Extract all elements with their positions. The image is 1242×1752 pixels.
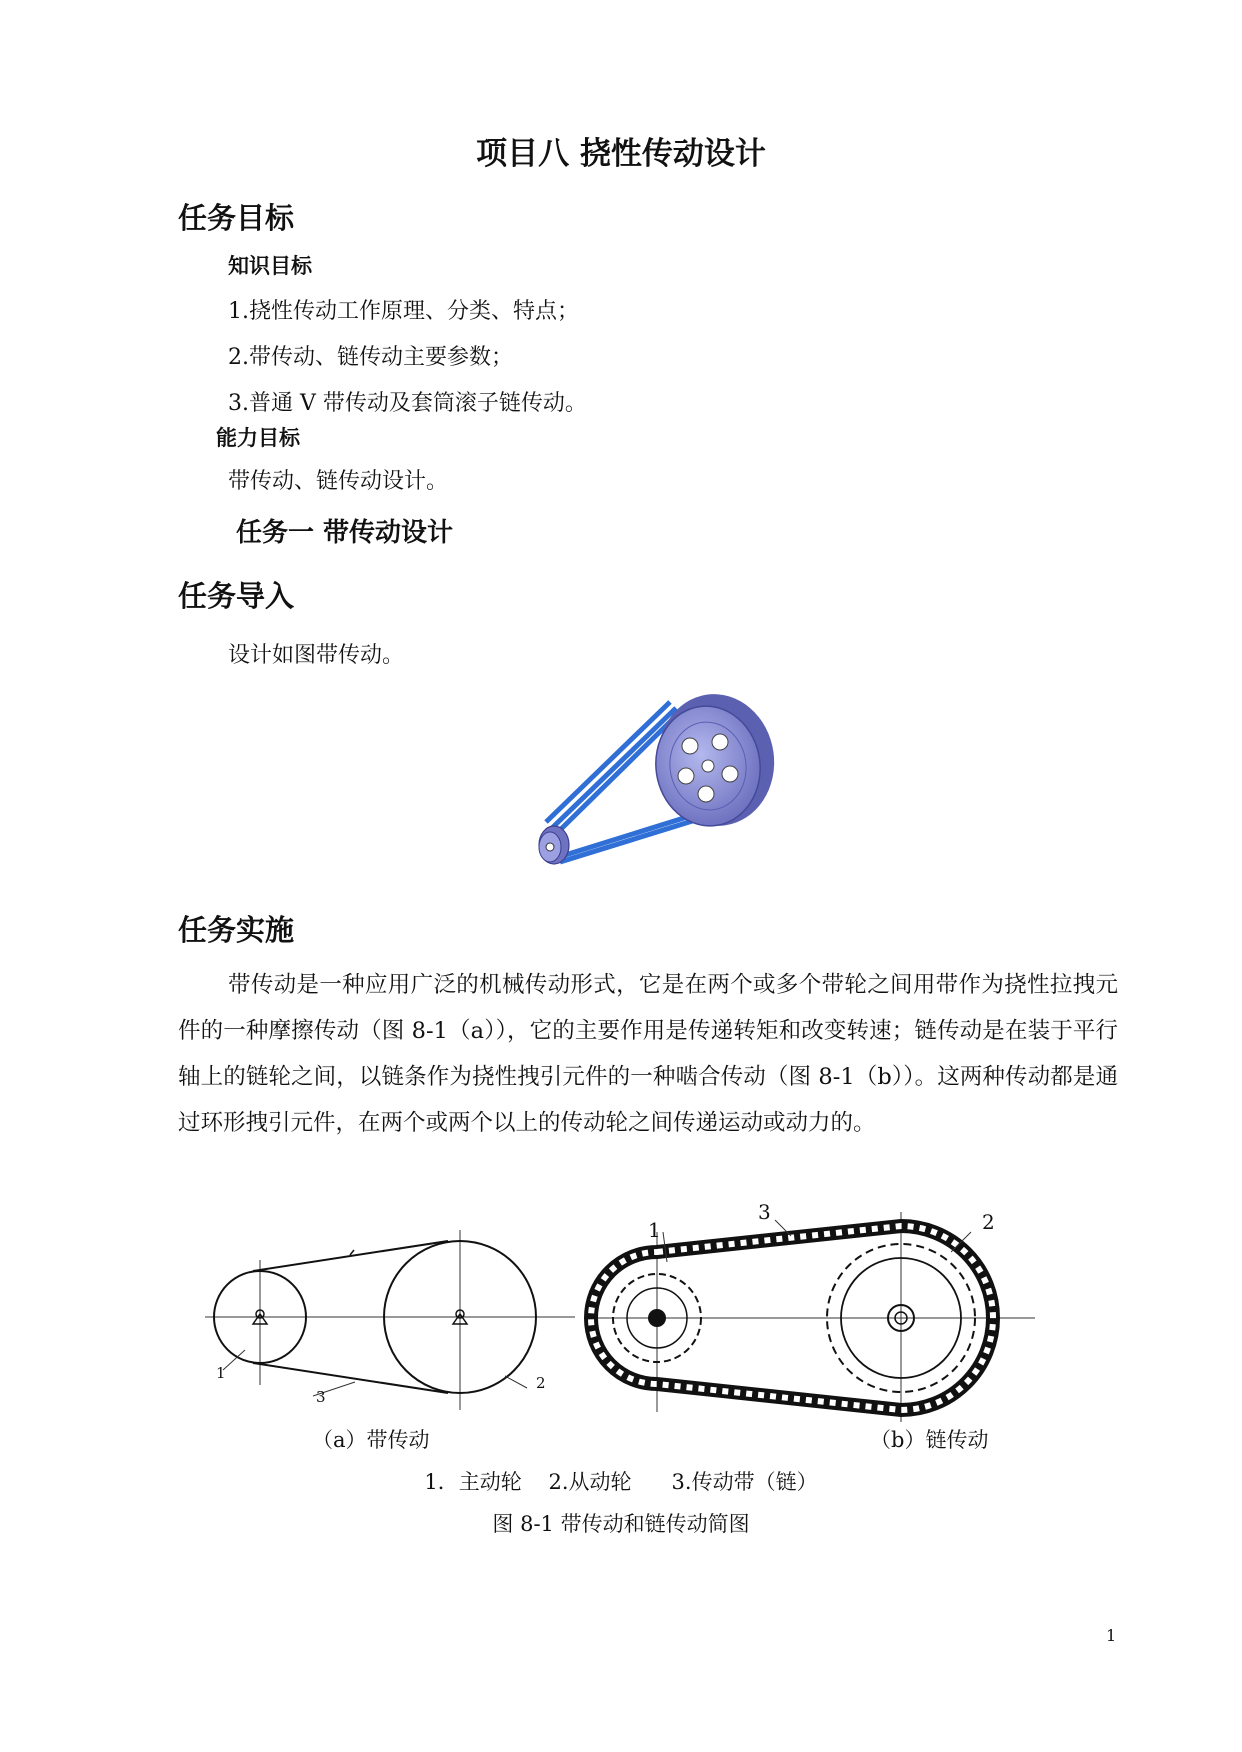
caption-belt-drive: （a）带传动 <box>312 1428 430 1452</box>
caption-chain-drive: （b）链传动 <box>870 1428 989 1452</box>
implementation-paragraph <box>178 962 1118 1146</box>
knowledge-item-3: 3.普通 V 带传动及套筒滚子链传动。 <box>228 391 587 416</box>
chain-drive-schematic <box>595 1212 1045 1422</box>
heading-task-implementation: 任务实施 <box>178 913 295 947</box>
document-title: 项目八 挠性传动设计 <box>476 136 766 172</box>
chain-label-3: 3 <box>758 1200 771 1224</box>
belt-label-3: 3 <box>316 1388 326 1406</box>
belt-drive-3d-image <box>520 690 790 870</box>
belt-label-2: 2 <box>536 1374 546 1392</box>
knowledge-item-2: 2.带传动、链传动主要参数； <box>228 345 513 370</box>
belt-drive-schematic <box>205 1210 585 1410</box>
belt-label-1: 1 <box>216 1364 226 1382</box>
page-number: 1 <box>1106 1626 1117 1645</box>
chain-label-2: 2 <box>982 1210 995 1234</box>
chain-label-1: 1 <box>648 1218 661 1242</box>
heading-task-introduction: 任务导入 <box>178 579 295 613</box>
implementation-paragraph-text: 带传动是一种应用广泛的机械传动形式，它是在两个或多个带轮之间用带作为挠性拉拽元件的一种摩擦传动（图 8-1（a）），它的主要作用是传递转矩和改变转速；链传动是在装于平行轴上的链轮之间，以链条作为挠性拽引元件的一种啮合传动（图 8-1（b））。这两种传动都是通过环形拽引元件，在两个或两个以上的传动轮之间传递运动或动力的。 <box>178 972 1118 1136</box>
heading-ability-objectives: 能力目标 <box>216 426 300 450</box>
figure-caption: 图 8-1 带传动和链传动简图 <box>492 1512 750 1536</box>
task-one-title: 任务一 带传动设计 <box>236 518 454 548</box>
knowledge-item-1: 1.挠性传动工作原理、分类、特点； <box>228 299 579 324</box>
heading-knowledge-objectives: 知识目标 <box>228 254 312 278</box>
heading-task-objectives: 任务目标 <box>178 201 295 235</box>
ability-text: 带传动、链传动设计。 <box>228 469 449 494</box>
figure-legend: 1．主动轮 2.从动轮 3.传动带（链） <box>424 1470 818 1494</box>
introduction-text: 设计如图带传动。 <box>228 643 405 668</box>
